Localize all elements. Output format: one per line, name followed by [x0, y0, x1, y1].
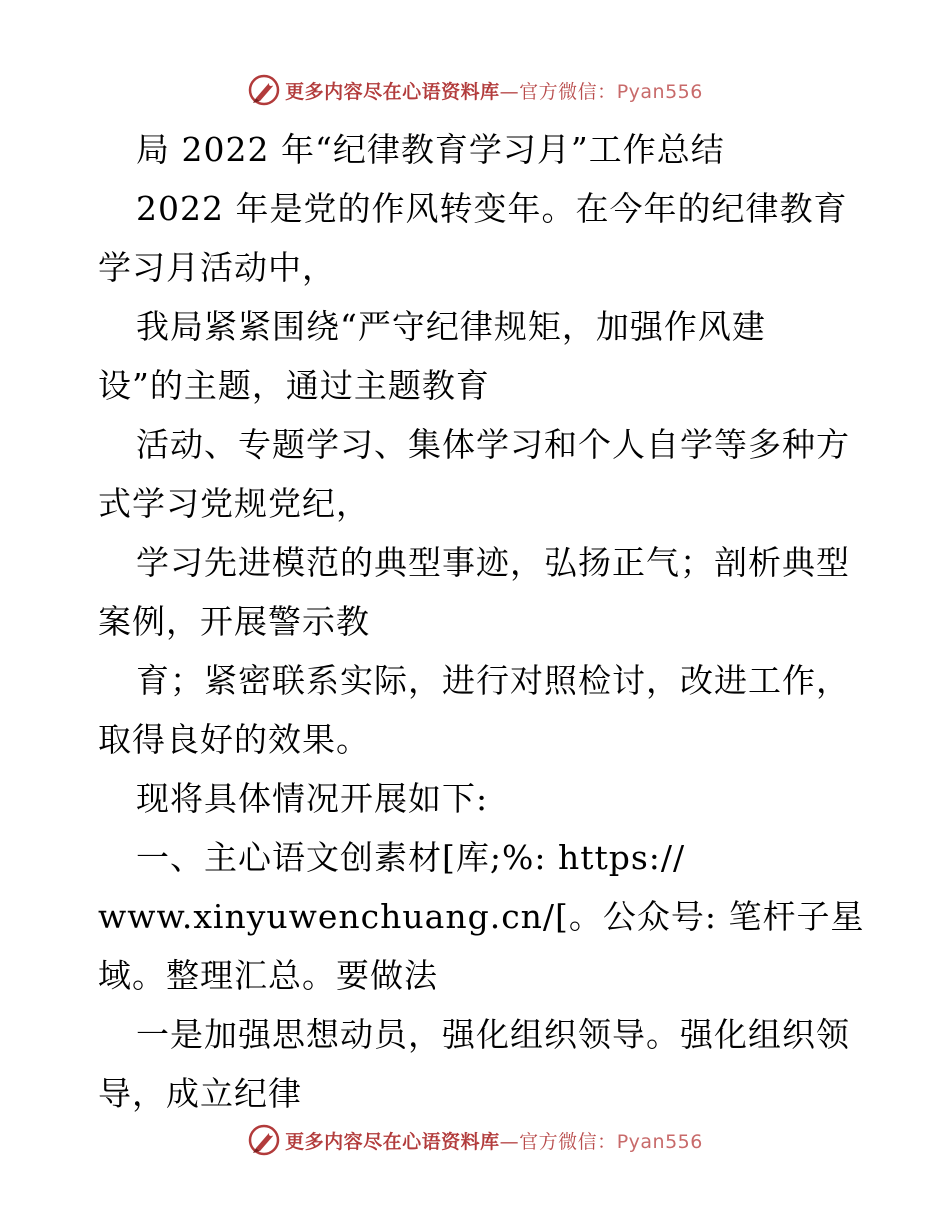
text-line: 现将具体情况开展如下:: [136, 779, 489, 818]
document-body: [98, 120, 865, 1123]
text-line: 局 2022 年“纪律教育学习月”工作总结: [136, 130, 725, 169]
text-line: 式学习党规党纪，: [98, 484, 370, 523]
watermark-text: [285, 77, 703, 104]
text-line: 育；紧密联系实际，进行对照检讨，改进工作，: [136, 661, 850, 700]
watermark-site-name: 更多内容尽在心语资料库: [285, 1130, 500, 1153]
pen-logo-icon: [247, 73, 281, 107]
header-watermark: [0, 70, 950, 110]
footer-watermark: [0, 1120, 950, 1160]
watermark-dash: —: [499, 80, 520, 103]
text-line: 取得良好的效果。: [98, 720, 370, 759]
text-line: 2022 年是党的作风转变年。在今年的纪律教育: [136, 189, 848, 228]
text-line: 域。整理汇总。要做法: [98, 956, 438, 995]
text-line: 学习月活动中，: [98, 248, 336, 287]
text-line: 一是加强思想动员，强化组织领导。强化组织领: [136, 1015, 850, 1054]
pen-logo-icon: [247, 1123, 281, 1157]
watermark-text: [285, 1127, 703, 1154]
text-line: 活动、专题学习、集体学习和个人自学等多种方: [136, 425, 850, 464]
text-line: 我局紧紧围绕“严守纪律规矩，加强作风建: [136, 307, 766, 346]
watermark-label: 官方微信：: [519, 1130, 617, 1153]
watermark-site-name: 更多内容尽在心语资料库: [285, 80, 500, 103]
watermark-label: 官方微信：: [519, 80, 617, 103]
text-line: 学习先进模范的典型事迹，弘扬正气；剖析典型: [136, 543, 850, 582]
text-line: 案例，开展警示教: [98, 602, 370, 641]
watermark-wechat-id: Pyan556: [616, 80, 703, 103]
text-line: 导，成立纪律: [98, 1074, 302, 1113]
text-line: www.xinyuwenchuang.cn/[。公众号: 笔杆子星: [98, 897, 865, 936]
text-line: 一、主心语文创素材[库;%: https://: [136, 838, 686, 877]
text-line: 设”的主题，通过主题教育: [98, 366, 490, 405]
watermark-wechat-id: Pyan556: [616, 1130, 703, 1153]
watermark-dash: —: [499, 1130, 520, 1153]
